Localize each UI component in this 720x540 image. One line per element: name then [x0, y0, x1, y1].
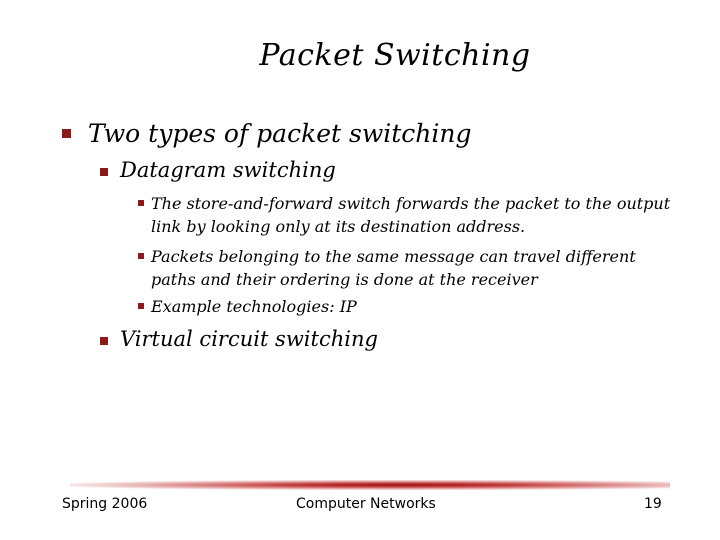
bullet-marker-level3: [138, 253, 144, 259]
bullet-virtual-circuit-switching: Virtual circuit switching: [120, 327, 378, 351]
footer-date: Spring 2006: [62, 496, 148, 512]
bullet-marker-level3: [138, 200, 144, 206]
bullet-packets-belonging-line2: paths and their ordering is done at the receiver: [151, 270, 538, 289]
bullet-packets-belonging-line1: Packets belonging to the same message can travel different: [151, 247, 636, 266]
bullet-marker-level2: [100, 168, 108, 176]
bullet-marker-level2: [100, 337, 108, 345]
slide-number: 19: [644, 496, 662, 512]
bullet-two-types: Two types of packet switching: [88, 119, 472, 148]
bullet-store-and-forward-line1: The store-and-forward switch forwards the packet to the output: [151, 194, 671, 213]
bullet-marker-level3: [138, 303, 144, 309]
slide-title: Packet Switching: [259, 38, 531, 73]
bullet-datagram-switching: Datagram switching: [120, 158, 336, 182]
bullet-marker-level1: [62, 129, 71, 138]
bullet-store-and-forward-line2: link by looking only at its destination address.: [151, 217, 526, 236]
bullet-example-technologies: Example technologies: IP: [151, 297, 357, 316]
footer-course-title: Computer Networks: [296, 496, 436, 512]
footer-divider: [70, 480, 670, 490]
